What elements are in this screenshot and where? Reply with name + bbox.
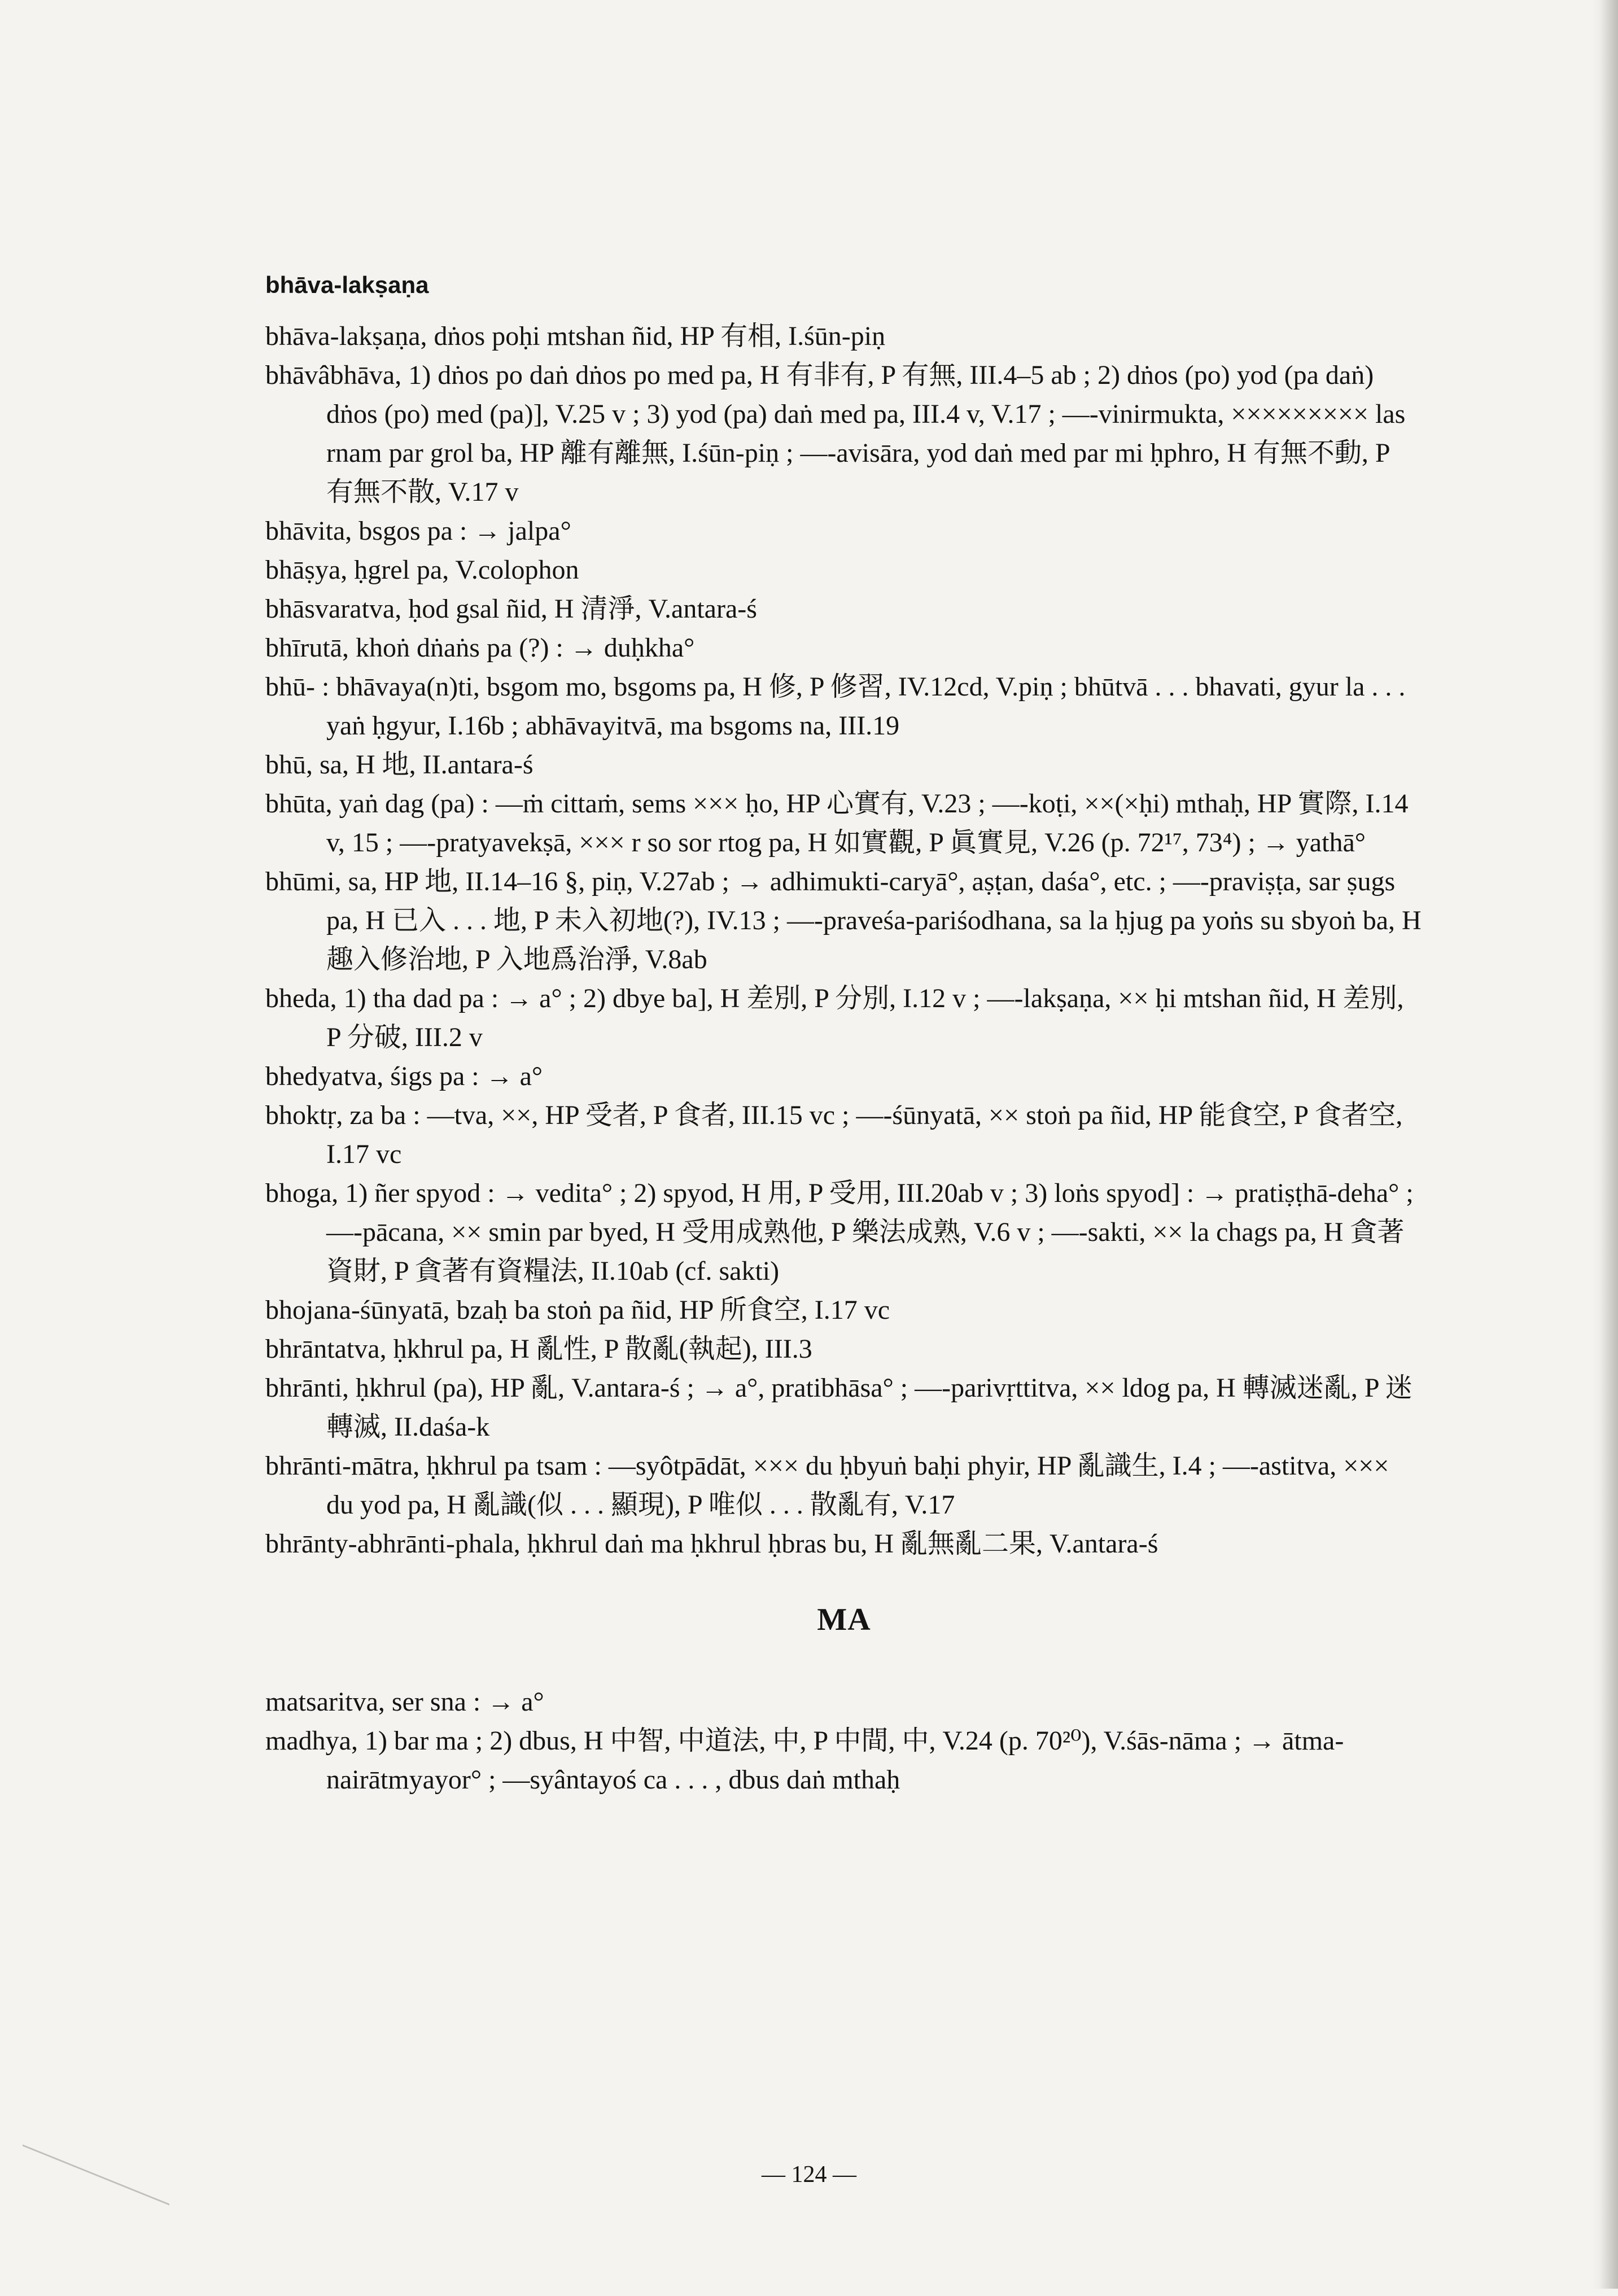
entry-bhranti-matra: bhrānti-mātra, ḥkhrul pa tsam : —syôtpādāt, ××× du ḥbyuṅ baḥi phyir, HP 亂識生, I.4 ; —-astitva, ××× du yod pa, H 亂識(似 . . . 顯現), P 唯似 . . . 散亂有, V.17: [265, 1451, 1389, 1520]
entry-bhranty-abhranti-phala: bhrānty-abhrānti-phala, ḥkhrul daṅ ma ḥkhrul ḥbras bu, H 亂無亂二果, V.antara-ś: [265, 1529, 1158, 1559]
entries-ma: [265, 1682, 1423, 1799]
entry-bhedyatva: bhedyatva, śigs pa : → a°: [265, 1061, 543, 1091]
entry-bhuta: bhūta, yaṅ dag (pa) : —ṁ cittaṁ, sems ××× ḥo, HP 心實有, V.23 ; —-koṭi, ××(×ḥi) mthaḥ, HP 實際, I.14 v, 15 ; —-pratyavekṣā, ××× r so sor rtog pa, H 如實觀, P 眞實見, V.26 (p. 72¹⁷, 73⁴) ; → yathā°: [265, 789, 1409, 858]
entry-bhiruta: bhīrutā, khoṅ dṅaṅs pa (?) : → duḥkha°: [265, 633, 695, 663]
entry-matsaritva: matsaritva, ser sna : → a°: [265, 1687, 544, 1717]
entry-bhava-laksana: bhāva-lakṣaṇa, dṅos poḥi mtshan ñid, HP 有相, I.śūn-piṇ: [265, 321, 886, 351]
entry-bhasvaratva: bhāsvaratva, ḥod gsal ñid, H 清淨, V.antara-ś: [265, 594, 757, 624]
page-edge-shadow: [1592, 0, 1618, 2289]
entry-bheda: bheda, 1) tha dad pa : → a° ; 2) dbye ba], H 差別, P 分別, I.12 v ; —-lakṣaṇa, ×× ḥi mtshan ñid, H 差別, P 分破, III.2 v: [265, 983, 1404, 1052]
page-number: — 124 —: [762, 2162, 856, 2188]
entry-bhavita: bhāvita, bsgos pa : → jalpa°: [265, 516, 571, 546]
dictionary-page: [265, 265, 1423, 1799]
entry-bhojana-sunyata: bhojana-śūnyatā, bzaḥ ba stoṅ pa ñid, HP 所食空, I.17 vc: [265, 1295, 890, 1325]
entry-madhya: madhya, 1) bar ma ; 2) dbus, H 中智, 中道法, 中, P 中間, 中, V.24 (p. 70²⁰), V.śās-nāma ; → ātma-nairātmyayor° ; —syântayoś ca . . . , dbus daṅ mthaḥ: [265, 1726, 1344, 1795]
entry-bhoga: bhoga, 1) ñer spyod : → vedita° ; 2) spyod, H 用, P 受用, III.20ab v ; 3) loṅs spyod] : → pratiṣṭhā-deha° ; —-pācana, ×× smin par byed, H 受用成熟他, P 樂法成熟, V.6 v ; —-sakti, ×× la chags pa, H 貪著資財, P 貪著有資糧法, II.10ab (cf. sakti): [265, 1178, 1414, 1286]
entry-bhu: bhū, sa, H 地, II.antara-ś: [265, 750, 533, 780]
section-heading-ma: MA: [817, 1602, 871, 1637]
entry-bhavabhava: bhāvâbhāva, 1) dṅos po daṅ dṅos po med pa, H 有非有, P 有無, III.4–5 ab ; 2) dṅos (po) yod (pa daṅ) dṅos (po) med (pa)], V.25 v ; 3) yod (pa) daṅ med pa, III.4 v, V.17 ; —-vinirmukta, ××××××××× las rnam par grol ba, HP 離有離無, I.śūn-piṇ ; —-avisāra, yod daṅ med par mi ḥphro, H 有無不動, P 有無不散, V.17 v: [265, 360, 1406, 507]
entry-bhranti: bhrānti, ḥkhrul (pa), HP 亂, V.antara-ś ; → a°, pratibhāsa° ; —-parivṛttitva, ×× ldog pa, H 轉滅迷亂, P 迷轉滅, II.daśa-k: [265, 1373, 1413, 1442]
entry-bhumi: bhūmi, sa, HP 地, II.14–16 §, piṇ, V.27ab ; → adhimukti-caryā°, aṣṭan, daśa°, etc. ; —-praviṣṭa, sar ṣugs pa, H 已入 . . . 地, P 未入初地(?), IV.13 ; —-praveśa-pariśodhana, sa la ḥjug pa yoṅs su sbyoṅ ba, H 趣入修治地, P 入地爲治淨, V.8ab: [265, 867, 1422, 974]
running-header: bhāva-lakṣaṇa: [265, 272, 429, 298]
entry-bhrantatva: bhrāntatva, ḥkhrul pa, H 亂性, P 散亂(執起), III.3: [265, 1334, 812, 1364]
entry-bhu-verb: bhū- : bhāvaya(n)ti, bsgom mo, bsgoms pa, H 修, P 修習, IV.12cd, V.piṇ ; bhūtvā . . . bhavati, gyur la . . . yaṅ ḥgyur, I.16b ; abhāvayitvā, ma bsgoms na, III.19: [265, 672, 1406, 741]
entry-bhasya: bhāṣya, ḥgrel pa, V.colophon: [265, 555, 579, 585]
entry-bhoktr: bhoktṛ, za ba : —tva, ××, HP 受者, P 食者, III.15 vc ; —-śūnyatā, ×× stoṅ pa ñid, HP 能食空, P 食者空, I.17 vc: [265, 1100, 1403, 1169]
entries-bh: [265, 317, 1423, 1563]
